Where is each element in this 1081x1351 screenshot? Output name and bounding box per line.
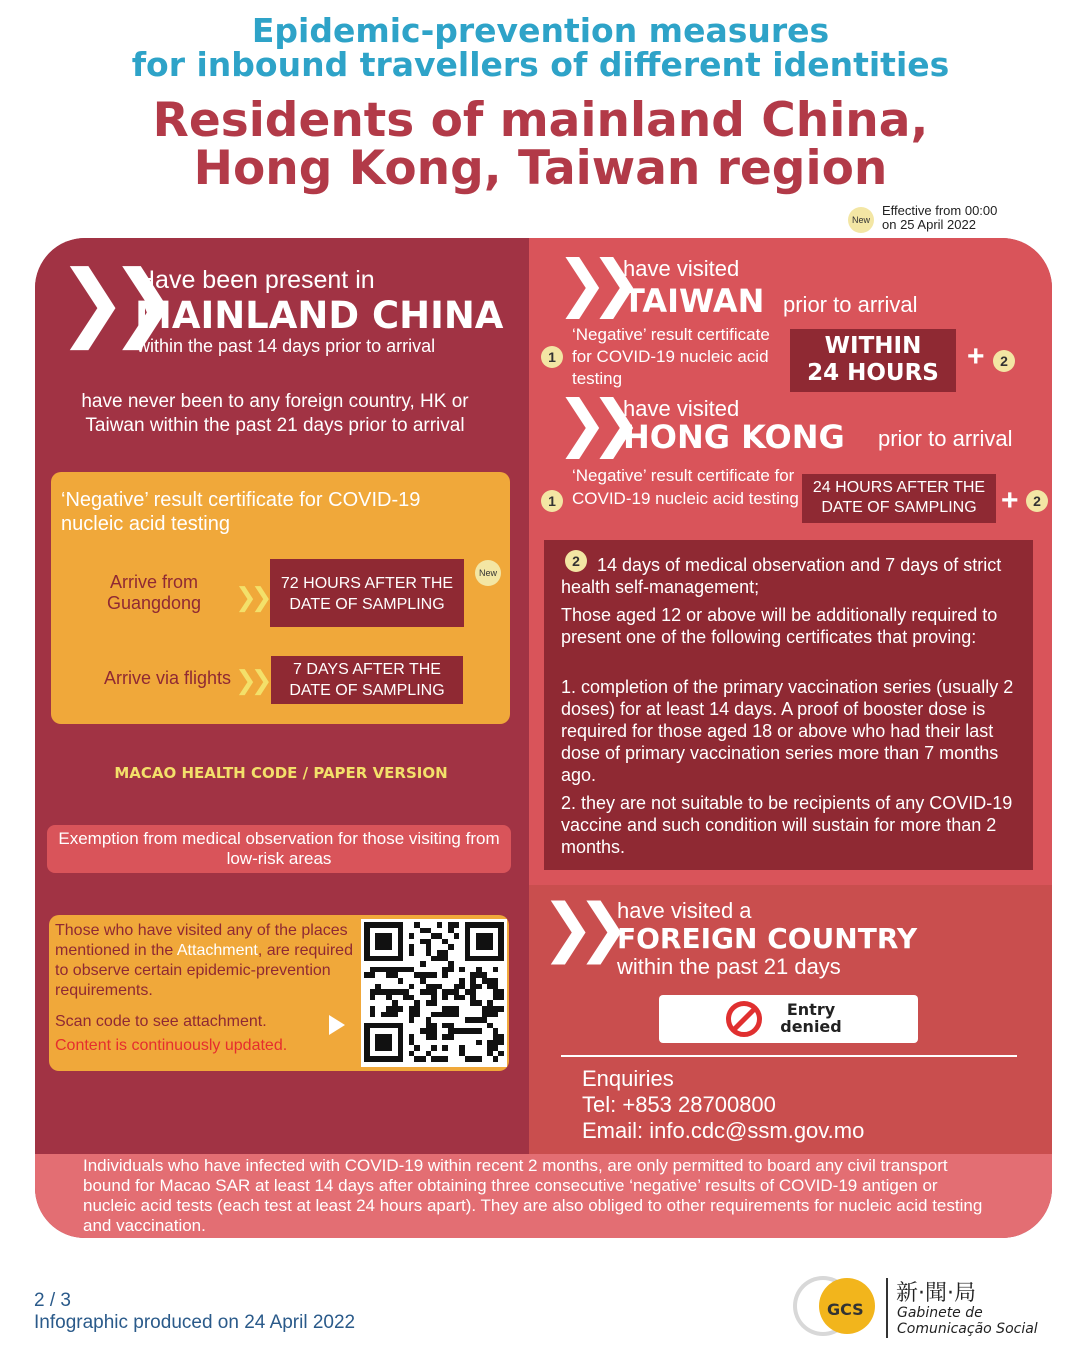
qr-module	[442, 972, 448, 978]
qr-module	[459, 995, 465, 1001]
taiwan-post: prior to arrival	[783, 292, 918, 317]
chevron-right-icon: ❯❯	[57, 252, 162, 350]
foreign-title: FOREIGN COUNTRY	[617, 922, 918, 955]
qr-module	[498, 1006, 504, 1012]
note-2-p4: 2. they are not suitable to be recipients of any COVID-19 vaccine and such condition will sustain for more than 2 months.	[561, 793, 1013, 857]
qr-module	[476, 1056, 482, 1062]
produced-date: Infographic produced on 24 April 2022	[34, 1312, 356, 1333]
note-2-p3: 1. completion of the primary vaccination series (usually 2 doses) for at least 14 days. A proof of booster dose is required for those aged 18 or above who had their last dose of primary vaccination series more than 7 months ago.	[561, 677, 1014, 785]
qr-module	[431, 1000, 437, 1006]
qr-module	[398, 1006, 404, 1012]
qr-module	[420, 961, 426, 967]
qr-module	[431, 972, 437, 978]
certificate-text: ‘Negative’ result certificate for COVID-19 nucleic acid testing	[61, 489, 421, 535]
hongkong-cert: ‘Negative’ result certificate for COVID-19 nucleic acid testing	[572, 466, 799, 508]
qr-module	[442, 1045, 448, 1051]
hongkong-post: prior to arrival	[878, 426, 1013, 451]
qr-module	[398, 978, 404, 984]
header-subtitle-line2: Hong Kong, Taiwan region	[193, 141, 888, 196]
qr-module	[431, 1034, 437, 1040]
qr-module	[409, 1017, 415, 1023]
qr-module	[454, 922, 460, 928]
logo-divider	[886, 1278, 888, 1338]
taiwan-within-line1: WITHIN	[824, 333, 922, 359]
qr-code[interactable]	[361, 919, 507, 1067]
gcs-logo	[793, 1270, 883, 1340]
qr-module	[448, 967, 454, 973]
note-2-p1: 14 days of medical observation and 7 days of strict health self-management;	[561, 555, 1002, 597]
prohibited-icon-bar	[732, 1007, 757, 1032]
logo-portuguese	[897, 1305, 1038, 1337]
flights-label: Arrive via flights	[103, 668, 231, 688]
hongkong-value: 24 HOURS AFTER THE DATE OF SAMPLING	[802, 474, 996, 523]
prohibited-icon	[726, 1001, 762, 1037]
logo-portuguese-line1: Gabinete de	[897, 1305, 983, 1321]
effective-line2: on 25 April 2022	[882, 217, 976, 232]
logo-mark: GCS	[827, 1300, 864, 1319]
enquiries-block	[582, 1066, 864, 1144]
chevron-right-icon: ❯❯	[556, 246, 624, 319]
plus-sign: +	[967, 340, 985, 373]
qr-module	[498, 1040, 504, 1046]
qr-finder	[375, 1034, 392, 1051]
note-2-p2: Those aged 12 or above will be additionally required to present one of the following certificates that proving:	[561, 605, 998, 647]
qr-module	[420, 1056, 426, 1062]
mainland-title: MAINLAND CHINA	[135, 294, 504, 337]
enquiries-email[interactable]: Email: info.cdc@ssm.gov.mo	[582, 1118, 865, 1143]
chevron-right-icon: ❯❯	[235, 582, 267, 612]
qr-module	[448, 1034, 454, 1040]
entry-denied-line2: denied	[780, 1017, 842, 1036]
qr-module	[409, 933, 415, 939]
step-number-2: 2	[565, 550, 587, 572]
qr-module	[431, 1045, 437, 1051]
chevron-right-icon: ❯❯	[541, 891, 613, 965]
qr-module	[493, 1056, 499, 1062]
foreign-post: within the past 21 days	[617, 954, 841, 979]
divider	[561, 1055, 1017, 1057]
main-panel	[35, 238, 1052, 1238]
qr-module	[392, 1012, 398, 1018]
effective-date	[882, 204, 997, 232]
page-number: 2 / 3	[34, 1290, 71, 1311]
entry-denied-line1: Entry	[786, 1000, 836, 1019]
qr-finder	[375, 933, 392, 950]
qr-module	[498, 1051, 504, 1057]
qr-module	[414, 1012, 420, 1018]
attachment-box	[49, 915, 509, 1071]
taiwan-within	[790, 329, 956, 392]
chevron-right-icon: ❯❯	[235, 665, 267, 695]
qr-module	[437, 922, 443, 928]
taiwan-within-line2: 24 HOURS	[807, 360, 939, 386]
scan-instruction: Scan code to see attachment.	[55, 1013, 267, 1030]
qr-finder	[476, 933, 493, 950]
qr-module	[454, 1012, 460, 1018]
attachment-text	[55, 921, 361, 1001]
enquiries-tel[interactable]: Tel: +853 28700800	[582, 1092, 776, 1117]
mainland-post: within the past 14 days prior to arrival	[137, 336, 436, 356]
taiwan-cert: ‘Negative’ result certificate for COVID-19 nucleic acid testing	[572, 325, 770, 388]
qr-module	[442, 1056, 448, 1062]
qr-module	[454, 933, 460, 939]
new-badge: New	[475, 560, 501, 586]
chevron-right-icon: ❯❯	[556, 386, 624, 459]
qr-module	[448, 944, 454, 950]
qr-module	[409, 950, 415, 956]
updated-note: Content is continuously updated.	[55, 1037, 288, 1054]
qr-module	[498, 995, 504, 1001]
entry-denied-text	[771, 1001, 851, 1035]
enquiries-title: Enquiries	[582, 1066, 674, 1091]
qr-module	[476, 984, 482, 990]
exemption-note: Exemption from medical observation for those visiting from low-risk areas	[47, 825, 511, 873]
step-number-2: 2	[1026, 490, 1048, 512]
qr-module	[476, 1028, 482, 1034]
new-badge: New	[848, 207, 874, 233]
attachment-text-pre: Those who have visited any of the places mentioned in the	[55, 922, 348, 959]
attachment-text-post: , are required to observe certain epidemic-prevention requirements.	[55, 942, 353, 999]
logo-chinese: 新·聞·局	[896, 1281, 976, 1306]
attachment-link[interactable]: Attachment	[176, 942, 258, 959]
effective-line1: Effective from 00:00	[882, 203, 998, 218]
mainland-pre: Have been present in	[137, 266, 375, 294]
qr-module	[370, 972, 376, 978]
step-number-1: 1	[541, 346, 563, 368]
step-number-1: 1	[541, 490, 563, 512]
qr-module	[476, 1040, 482, 1046]
qr-module	[370, 995, 376, 1001]
plus-sign: +	[1001, 484, 1019, 517]
qr-module	[459, 967, 465, 973]
taiwan-title: TAIWAN	[623, 282, 765, 320]
qr-module	[493, 1012, 499, 1018]
qr-module	[493, 967, 499, 973]
play-arrow-icon	[329, 1015, 345, 1035]
qr-module	[414, 1045, 420, 1051]
guangdong-label: Arrive from Guangdong	[106, 572, 202, 613]
entry-denied-badge	[659, 995, 918, 1043]
note-2-box	[544, 540, 1033, 870]
taiwan-pre: have visited	[623, 256, 740, 281]
hongkong-pre: have visited	[623, 396, 740, 421]
flights-value: 7 DAYS AFTER THE DATE OF SAMPLING	[271, 656, 463, 704]
hongkong-title: HONG KONG	[623, 418, 845, 456]
guangdong-value: 72 HOURS AFTER THE DATE OF SAMPLING	[270, 559, 464, 627]
header-title-line1: Epidemic-prevention measures	[251, 11, 830, 50]
qr-module	[370, 1012, 376, 1018]
qr-module	[409, 984, 415, 990]
qr-module	[442, 995, 448, 1001]
health-code-label: MACAO HEALTH CODE / PAPER VERSION	[114, 764, 448, 782]
header-title-line2: for inbound travellers of different identities	[131, 45, 950, 84]
logo-portuguese-line2: Comunicação Social	[897, 1321, 1038, 1337]
certificate-box	[51, 472, 510, 724]
step-number-2: 2	[993, 350, 1015, 372]
header-subtitle-line1: Residents of mainland China,	[152, 93, 929, 148]
foreign-pre: have visited a	[617, 898, 752, 923]
never-visited-note: have never been to any foreign country, HK or Taiwan within the past 21 days prior to arrival	[81, 391, 469, 436]
bottom-note: Individuals who have infected with COVID-19 within recent 2 months, are only permitted to board any civil transport bound for Macao SAR at least 14 days after obtaining three consecutive ‘negative’ results of COVID-19 antigen or nucleic acid tests (each test at least 24 hours apart). They are also obliged to other requirements for nucleic acid testing and vaccination.	[83, 1156, 983, 1235]
